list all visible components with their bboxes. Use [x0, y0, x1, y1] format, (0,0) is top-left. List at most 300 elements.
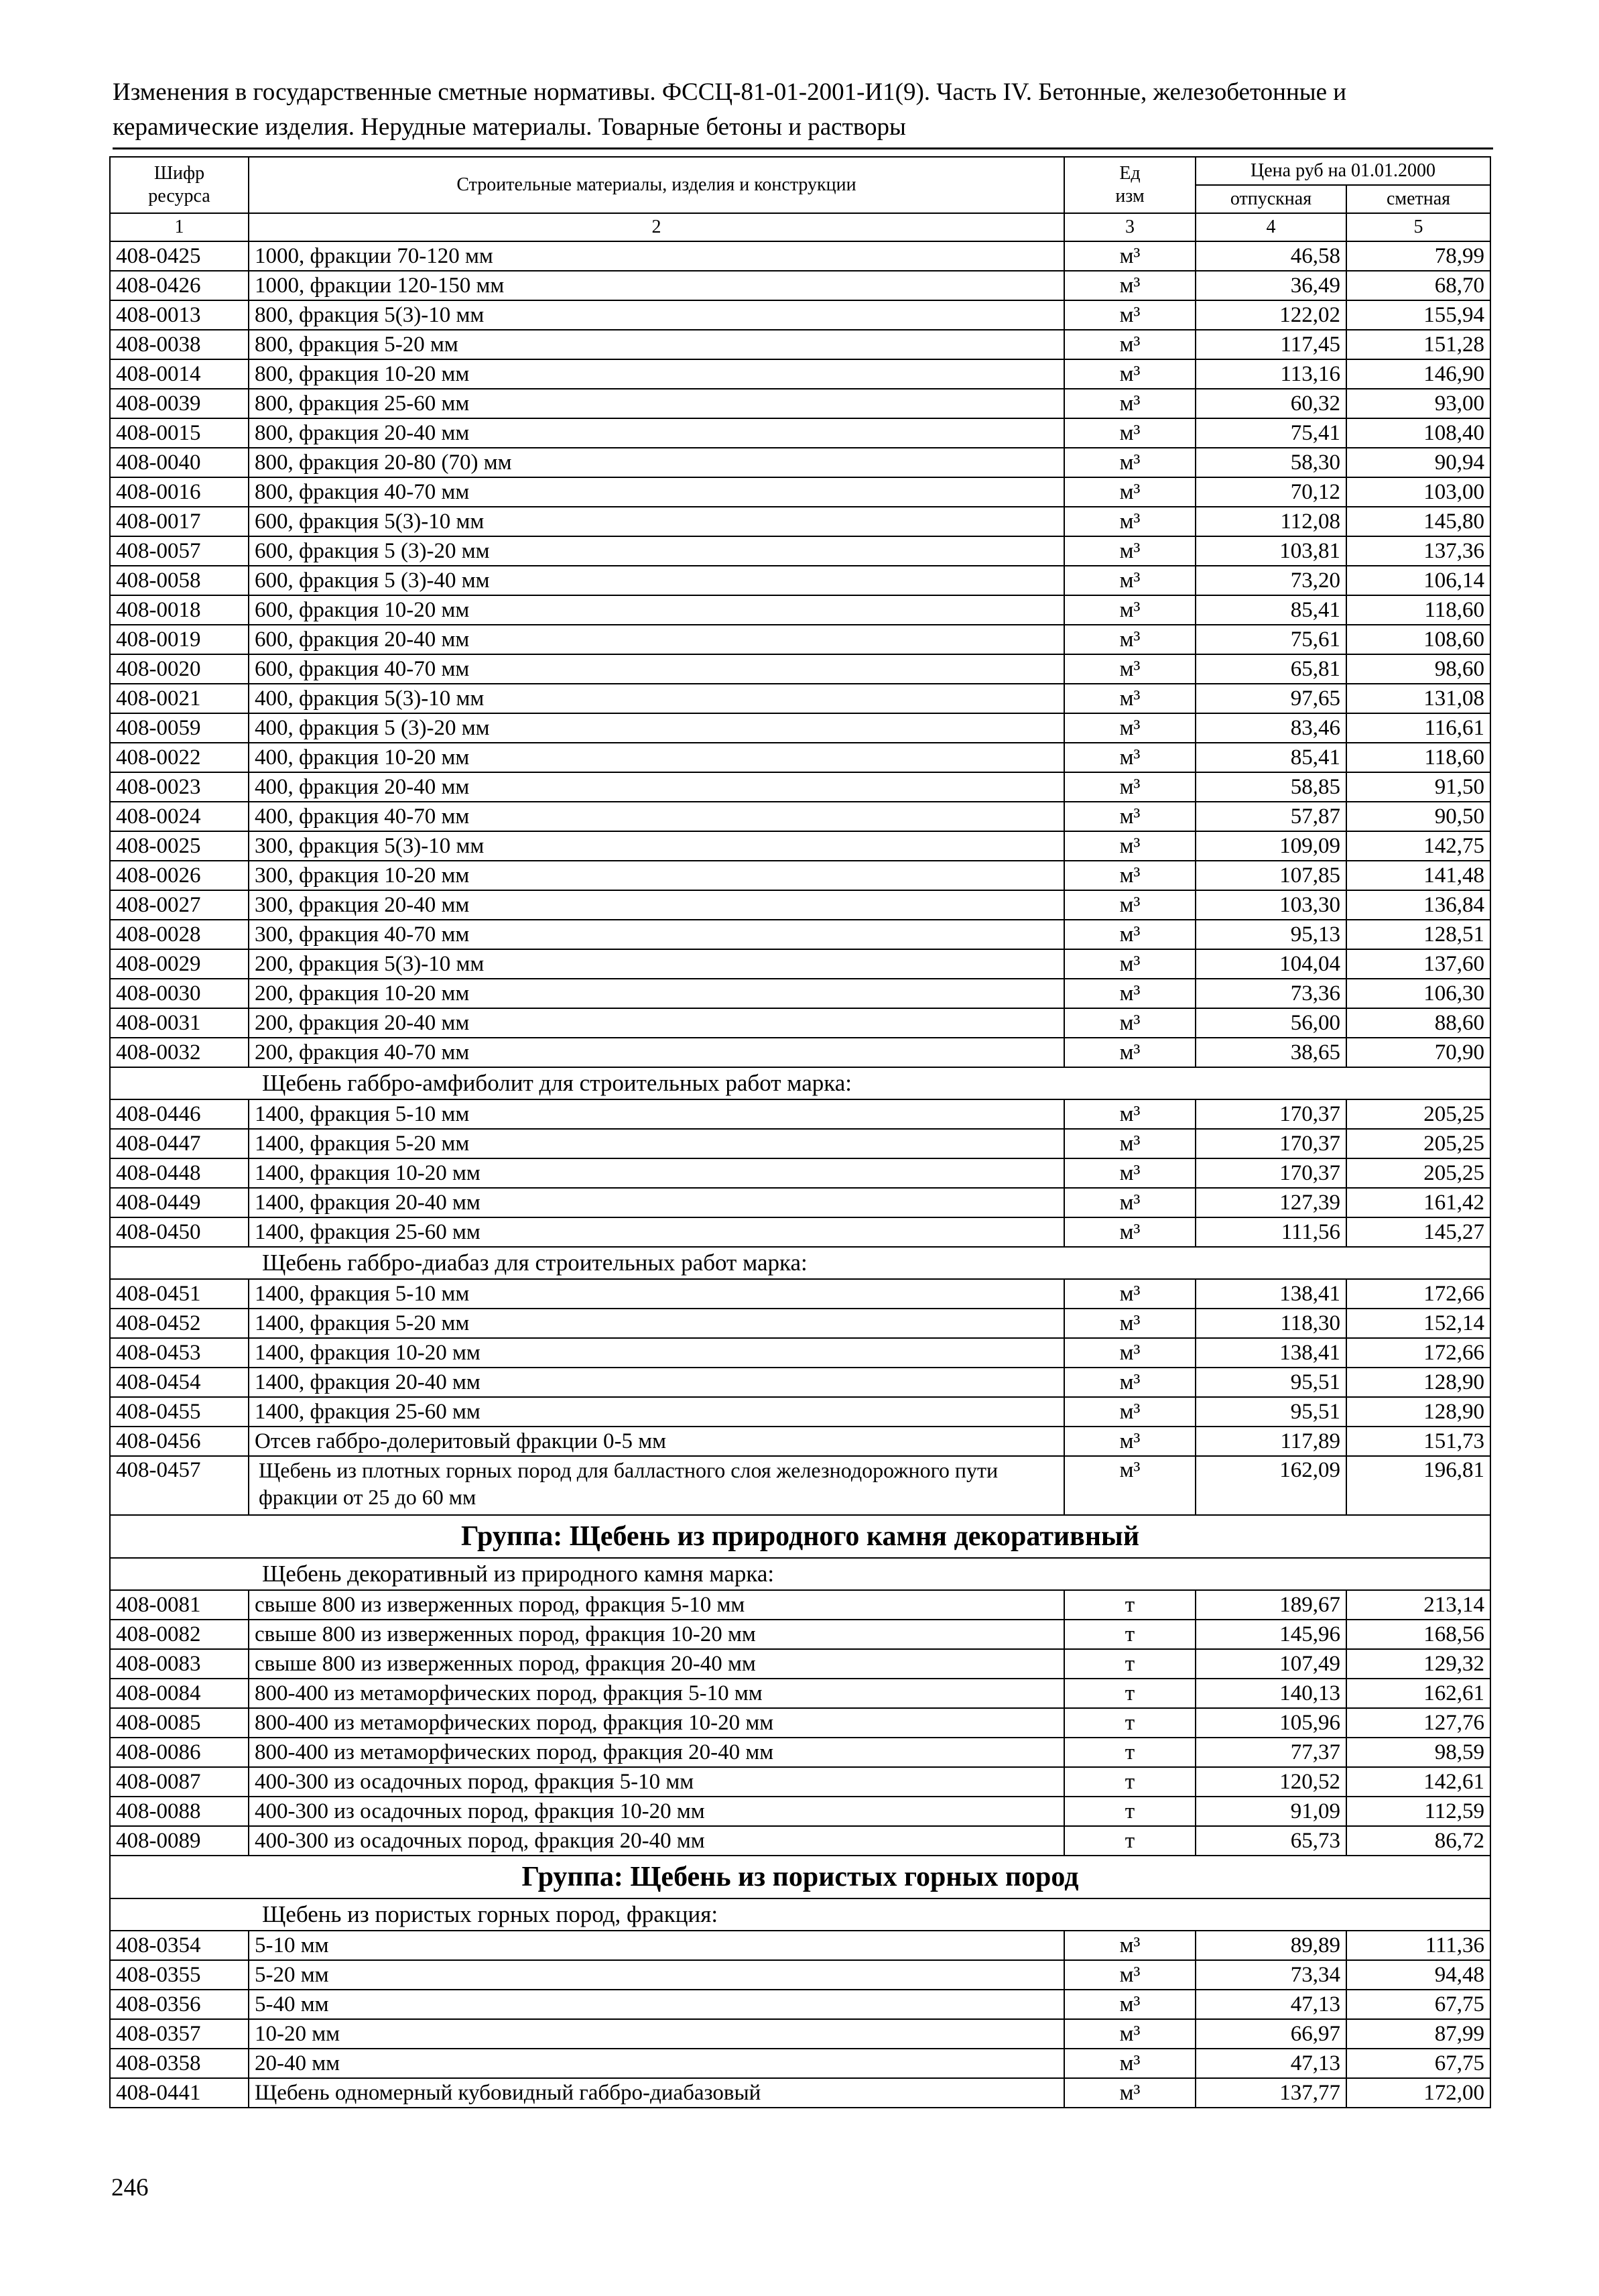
table-row: [110, 1008, 1490, 1038]
table-row: [110, 300, 1490, 330]
resource-code: 408-0022: [110, 743, 249, 772]
material-description: 800-400 из метаморфических пород, фракция 20-40 мм: [249, 1738, 1064, 1767]
material-description: 10-20 мм: [249, 2019, 1064, 2049]
unit-of-measure: м³: [1064, 330, 1196, 359]
table-row: [110, 1099, 1490, 1129]
resource-code: 408-0447: [110, 1129, 249, 1158]
table-row: [110, 1158, 1490, 1188]
resource-code: 408-0456: [110, 1427, 249, 1456]
table-row: [110, 1590, 1490, 1620]
material-description: 1400, фракция 10-20 мм: [249, 1158, 1064, 1188]
unit-of-measure: м³: [1064, 241, 1196, 271]
release-price: 107,49: [1196, 1649, 1346, 1679]
estimate-price: 103,00: [1346, 477, 1490, 507]
resource-code: 408-0030: [110, 979, 249, 1008]
section-subheading-text: Щебень габбро-амфиболит для строительных работ марка:: [110, 1067, 1490, 1099]
material-description: 300, фракция 20-40 мм: [249, 890, 1064, 920]
estimate-price: 128,51: [1346, 920, 1490, 949]
release-price: 58,30: [1196, 448, 1346, 477]
material-description: 800, фракция 5-20 мм: [249, 330, 1064, 359]
unit-of-measure: м³: [1064, 1129, 1196, 1158]
table-row: [110, 920, 1490, 949]
material-description: 1400, фракция 5-20 мм: [249, 1129, 1064, 1158]
estimate-price: 213,14: [1346, 1590, 1490, 1620]
release-price: 73,34: [1196, 1960, 1346, 1990]
column-number-row: [110, 213, 1490, 241]
unit-of-measure: м³: [1064, 1099, 1196, 1129]
table-row: [110, 684, 1490, 713]
table-row: [110, 713, 1490, 743]
resource-code: 408-0455: [110, 1397, 249, 1427]
release-price: 105,96: [1196, 1708, 1346, 1738]
section-subheading-text: Щебень из пористых горных пород, фракция:: [110, 1898, 1490, 1931]
table-row: [110, 330, 1490, 359]
unit-of-measure: м³: [1064, 684, 1196, 713]
section-subheading-text: Щебень габбро-диабаз для строительных работ марка:: [110, 1247, 1490, 1279]
release-price: 75,61: [1196, 625, 1346, 654]
table-row: [110, 1679, 1490, 1708]
release-price: 113,16: [1196, 359, 1346, 389]
material-description: 600, фракция 10-20 мм: [249, 595, 1064, 625]
group-heading-text: Группа: Щебень из пористых горных пород: [110, 1856, 1490, 1898]
estimate-price: 155,94: [1346, 300, 1490, 330]
material-description: 5-40 мм: [249, 1990, 1064, 2019]
material-description: 800, фракция 5(3)-10 мм: [249, 300, 1064, 330]
material-description: 1400, фракция 10-20 мм: [249, 1338, 1064, 1368]
header-price-estimate: сметная: [1346, 185, 1490, 213]
section-subheading: [110, 1898, 1490, 1931]
release-price: 118,30: [1196, 1309, 1346, 1338]
resource-code: 408-0452: [110, 1309, 249, 1338]
material-description: свыше 800 из изверженных пород, фракция 10-20 мм: [249, 1620, 1064, 1649]
material-description: 800-400 из метаморфических пород, фракция 5-10 мм: [249, 1679, 1064, 1708]
material-description: 1400, фракция 25-60 мм: [249, 1217, 1064, 1247]
table-row: [110, 949, 1490, 979]
table-row: [110, 1620, 1490, 1649]
table-row: [110, 241, 1490, 271]
estimate-price: 151,28: [1346, 330, 1490, 359]
release-price: 140,13: [1196, 1679, 1346, 1708]
table-row: [110, 625, 1490, 654]
estimate-price: 172,66: [1346, 1338, 1490, 1368]
header-code: [110, 157, 249, 213]
unit-of-measure: м³: [1064, 1931, 1196, 1960]
material-description: 400, фракция 20-40 мм: [249, 772, 1064, 802]
table-row: [110, 1427, 1490, 1456]
release-price: 137,77: [1196, 2078, 1346, 2108]
unit-of-measure: т: [1064, 1797, 1196, 1826]
resource-code: 408-0024: [110, 802, 249, 831]
unit-of-measure: м³: [1064, 2019, 1196, 2049]
release-price: 104,04: [1196, 949, 1346, 979]
estimate-price: 67,75: [1346, 2049, 1490, 2078]
table-row: [110, 1129, 1490, 1158]
unit-of-measure: м³: [1064, 1188, 1196, 1217]
header-unit: [1064, 157, 1196, 213]
estimate-price: 90,94: [1346, 448, 1490, 477]
release-price: 170,37: [1196, 1129, 1346, 1158]
unit-of-measure: м³: [1064, 300, 1196, 330]
table-row: [110, 1188, 1490, 1217]
unit-of-measure: т: [1064, 1826, 1196, 1856]
table-row: [110, 536, 1490, 566]
release-price: 107,85: [1196, 861, 1346, 890]
resource-code: 408-0425: [110, 241, 249, 271]
estimate-price: 205,25: [1346, 1099, 1490, 1129]
estimate-price: 152,14: [1346, 1309, 1490, 1338]
unit-of-measure: т: [1064, 1620, 1196, 1649]
material-description: Щебень одномерный кубовидный габбро-диабазовый: [249, 2078, 1064, 2108]
table-row: [110, 654, 1490, 684]
resource-code: 408-0026: [110, 861, 249, 890]
unit-of-measure: м³: [1064, 1217, 1196, 1247]
material-description: 400-300 из осадочных пород, фракция 5-10 мм: [249, 1767, 1064, 1797]
material-description: 200, фракция 20-40 мм: [249, 1008, 1064, 1038]
estimate-price: 116,61: [1346, 713, 1490, 743]
price-table: [109, 156, 1491, 2108]
table-row: [110, 890, 1490, 920]
release-price: 36,49: [1196, 271, 1346, 300]
table-row: [110, 1738, 1490, 1767]
resource-code: 408-0450: [110, 1217, 249, 1247]
estimate-price: 98,60: [1346, 654, 1490, 684]
header-code-line1: Шифр: [153, 163, 205, 184]
release-price: 145,96: [1196, 1620, 1346, 1649]
unit-of-measure: м³: [1064, 566, 1196, 595]
unit-of-measure: м³: [1064, 713, 1196, 743]
table-row: [110, 595, 1490, 625]
header-line-2: керамические изделия. Нерудные материалы. Товарные бетоны и растворы: [113, 113, 906, 141]
material-description: 1400, фракция 25-60 мм: [249, 1397, 1064, 1427]
estimate-price: 70,90: [1346, 1038, 1490, 1067]
estimate-price: 146,90: [1346, 359, 1490, 389]
table-header-row-1: [110, 157, 1490, 185]
unit-of-measure: т: [1064, 1590, 1196, 1620]
unit-of-measure: т: [1064, 1649, 1196, 1679]
unit-of-measure: м³: [1064, 448, 1196, 477]
material-description: 600, фракция 5(3)-10 мм: [249, 507, 1064, 536]
column-number-3: 3: [1064, 213, 1196, 241]
material-description: 300, фракция 5(3)-10 мм: [249, 831, 1064, 861]
resource-code: 408-0083: [110, 1649, 249, 1679]
estimate-price: 87,99: [1346, 2019, 1490, 2049]
table-row: [110, 1456, 1490, 1515]
resource-code: 408-0355: [110, 1960, 249, 1990]
estimate-price: 145,80: [1346, 507, 1490, 536]
unit-of-measure: м³: [1064, 418, 1196, 448]
release-price: 122,02: [1196, 300, 1346, 330]
header-line-1: Изменения в государственные сметные нормативы. ФССЦ-81-01-2001-И1(9). Часть IV. Бетонные, железобетонные и: [113, 78, 1347, 106]
unit-of-measure: м³: [1064, 1008, 1196, 1038]
release-price: 95,51: [1196, 1397, 1346, 1427]
resource-code: 408-0085: [110, 1708, 249, 1738]
unit-of-measure: м³: [1064, 1279, 1196, 1309]
release-price: 91,09: [1196, 1797, 1346, 1826]
material-description: 200, фракция 5(3)-10 мм: [249, 949, 1064, 979]
release-price: 46,58: [1196, 241, 1346, 271]
table-row: [110, 2019, 1490, 2049]
section-subheading: [110, 1067, 1490, 1099]
resource-code: 408-0029: [110, 949, 249, 979]
release-price: 77,37: [1196, 1738, 1346, 1767]
estimate-price: 131,08: [1346, 684, 1490, 713]
resource-code: 408-0027: [110, 890, 249, 920]
estimate-price: 196,81: [1346, 1456, 1490, 1515]
release-price: 73,36: [1196, 979, 1346, 1008]
unit-of-measure: м³: [1064, 359, 1196, 389]
estimate-price: 205,25: [1346, 1158, 1490, 1188]
release-price: 65,73: [1196, 1826, 1346, 1856]
table-row: [110, 1990, 1490, 2019]
release-price: 117,45: [1196, 330, 1346, 359]
table-row: [110, 1708, 1490, 1738]
resource-code: 408-0025: [110, 831, 249, 861]
release-price: 111,56: [1196, 1217, 1346, 1247]
header-price-release: отпускная: [1196, 185, 1346, 213]
material-description: 400, фракция 5(3)-10 мм: [249, 684, 1064, 713]
estimate-price: 90,50: [1346, 802, 1490, 831]
release-price: 162,09: [1196, 1456, 1346, 1515]
release-price: 85,41: [1196, 595, 1346, 625]
release-price: 89,89: [1196, 1931, 1346, 1960]
estimate-price: 145,27: [1346, 1217, 1490, 1247]
unit-of-measure: м³: [1064, 831, 1196, 861]
material-description: 400, фракция 40-70 мм: [249, 802, 1064, 831]
resource-code: 408-0081: [110, 1590, 249, 1620]
resource-code: 408-0449: [110, 1188, 249, 1217]
release-price: 170,37: [1196, 1099, 1346, 1129]
resource-code: 408-0057: [110, 536, 249, 566]
column-number-4: 4: [1196, 213, 1346, 241]
resource-code: 408-0454: [110, 1368, 249, 1397]
unit-of-measure: м³: [1064, 772, 1196, 802]
estimate-price: 118,60: [1346, 743, 1490, 772]
estimate-price: 91,50: [1346, 772, 1490, 802]
table-row: [110, 979, 1490, 1008]
estimate-price: 127,76: [1346, 1708, 1490, 1738]
unit-of-measure: т: [1064, 1738, 1196, 1767]
estimate-price: 108,40: [1346, 418, 1490, 448]
estimate-price: 162,61: [1346, 1679, 1490, 1708]
table-row: [110, 1368, 1490, 1397]
resource-code: 408-0358: [110, 2049, 249, 2078]
table-row: [110, 418, 1490, 448]
estimate-price: 112,59: [1346, 1797, 1490, 1826]
header-code-line2: ресурса: [148, 186, 210, 206]
estimate-price: 137,60: [1346, 949, 1490, 979]
group-heading: [110, 1515, 1490, 1558]
resource-code: 408-0015: [110, 418, 249, 448]
material-description: 20-40 мм: [249, 2049, 1064, 2078]
header-unit-line2: изм: [1115, 186, 1145, 206]
material-description: 800-400 из метаморфических пород, фракция 10-20 мм: [249, 1708, 1064, 1738]
resource-code: 408-0023: [110, 772, 249, 802]
table-row: [110, 566, 1490, 595]
material-description: Отсев габбро-долеритовый фракции 0-5 мм: [249, 1427, 1064, 1456]
table-row: [110, 1309, 1490, 1338]
release-price: 138,41: [1196, 1279, 1346, 1309]
unit-of-measure: м³: [1064, 271, 1196, 300]
material-description: 800, фракция 20-80 (70) мм: [249, 448, 1064, 477]
resource-code: 408-0426: [110, 271, 249, 300]
estimate-price: 172,66: [1346, 1279, 1490, 1309]
release-price: 103,81: [1196, 536, 1346, 566]
estimate-price: 168,56: [1346, 1620, 1490, 1649]
page-number: 246: [111, 2174, 149, 2201]
resource-code: 408-0020: [110, 654, 249, 684]
material-description: 800, фракция 25-60 мм: [249, 389, 1064, 418]
release-price: 73,20: [1196, 566, 1346, 595]
column-number-1: 1: [110, 213, 249, 241]
release-price: 127,39: [1196, 1188, 1346, 1217]
material-description: 400, фракция 5 (3)-20 мм: [249, 713, 1064, 743]
estimate-price: 93,00: [1346, 389, 1490, 418]
header-materials: Строительные материалы, изделия и конструкции: [249, 157, 1064, 213]
estimate-price: 78,99: [1346, 241, 1490, 271]
table-row: [110, 1038, 1490, 1067]
table-row: [110, 1767, 1490, 1797]
material-description: 400-300 из осадочных пород, фракция 20-40 мм: [249, 1826, 1064, 1856]
resource-code: 408-0013: [110, 300, 249, 330]
unit-of-measure: м³: [1064, 1960, 1196, 1990]
estimate-price: 141,48: [1346, 861, 1490, 890]
resource-code: 408-0032: [110, 1038, 249, 1067]
material-description: 5-10 мм: [249, 1931, 1064, 1960]
material-description: 1400, фракция 20-40 мм: [249, 1368, 1064, 1397]
column-number-2: 2: [249, 213, 1064, 241]
unit-of-measure: м³: [1064, 890, 1196, 920]
release-price: 170,37: [1196, 1158, 1346, 1188]
table-row: [110, 477, 1490, 507]
unit-of-measure: м³: [1064, 802, 1196, 831]
table-row: [110, 861, 1490, 890]
estimate-price: 142,75: [1346, 831, 1490, 861]
resource-code: 408-0087: [110, 1767, 249, 1797]
table-row: [110, 743, 1490, 772]
resource-code: 408-0448: [110, 1158, 249, 1188]
estimate-price: 68,70: [1346, 271, 1490, 300]
estimate-price: 108,60: [1346, 625, 1490, 654]
resource-code: 408-0016: [110, 477, 249, 507]
material-description: 200, фракция 40-70 мм: [249, 1038, 1064, 1067]
estimate-price: 151,73: [1346, 1427, 1490, 1456]
section-subheading-text: Щебень декоративный из природного камня марка:: [110, 1558, 1490, 1590]
estimate-price: 88,60: [1346, 1008, 1490, 1038]
unit-of-measure: м³: [1064, 861, 1196, 890]
estimate-price: 106,30: [1346, 979, 1490, 1008]
document-header: [113, 75, 1493, 145]
table-row: [110, 2049, 1490, 2078]
resource-code: 408-0019: [110, 625, 249, 654]
unit-of-measure: м³: [1064, 654, 1196, 684]
material-description: Щебень из плотных горных пород для балластного слоя железнодорожного пути фракции от 25 до 60 мм: [249, 1456, 1064, 1515]
release-price: 95,51: [1196, 1368, 1346, 1397]
material-description: свыше 800 из изверженных пород, фракция 5-10 мм: [249, 1590, 1064, 1620]
unit-of-measure: т: [1064, 1708, 1196, 1738]
table-row: [110, 1217, 1490, 1247]
release-price: 38,65: [1196, 1038, 1346, 1067]
material-description: 1400, фракция 20-40 мм: [249, 1188, 1064, 1217]
release-price: 65,81: [1196, 654, 1346, 684]
unit-of-measure: т: [1064, 1767, 1196, 1797]
release-price: 112,08: [1196, 507, 1346, 536]
material-description: 800, фракция 40-70 мм: [249, 477, 1064, 507]
resource-code: 408-0017: [110, 507, 249, 536]
group-heading: [110, 1856, 1490, 1898]
resource-code: 408-0028: [110, 920, 249, 949]
estimate-price: 118,60: [1346, 595, 1490, 625]
unit-of-measure: м³: [1064, 1038, 1196, 1067]
material-description: 400, фракция 10-20 мм: [249, 743, 1064, 772]
table-row: [110, 359, 1490, 389]
release-price: 103,30: [1196, 890, 1346, 920]
column-number-5: 5: [1346, 213, 1490, 241]
unit-of-measure: м³: [1064, 1427, 1196, 1456]
release-price: 58,85: [1196, 772, 1346, 802]
release-price: 60,32: [1196, 389, 1346, 418]
table-row: [110, 1397, 1490, 1427]
resource-code: 408-0031: [110, 1008, 249, 1038]
material-description: свыше 800 из изверженных пород, фракция 20-40 мм: [249, 1649, 1064, 1679]
resource-code: 408-0457: [110, 1456, 249, 1515]
resource-code: 408-0354: [110, 1931, 249, 1960]
group-heading-text: Группа: Щебень из природного камня декоративный: [110, 1515, 1490, 1558]
material-description: 1400, фракция 5-10 мм: [249, 1099, 1064, 1129]
estimate-price: 161,42: [1346, 1188, 1490, 1217]
release-price: 47,13: [1196, 2049, 1346, 2078]
resource-code: 408-0357: [110, 2019, 249, 2049]
table-row: [110, 1279, 1490, 1309]
header-unit-line1: Ед: [1119, 163, 1141, 184]
material-description: 5-20 мм: [249, 1960, 1064, 1990]
resource-code: 408-0441: [110, 2078, 249, 2108]
estimate-price: 128,90: [1346, 1397, 1490, 1427]
table-row: [110, 1338, 1490, 1368]
table-row: [110, 389, 1490, 418]
unit-of-measure: м³: [1064, 2049, 1196, 2078]
estimate-price: 94,48: [1346, 1960, 1490, 1990]
table-row: [110, 2078, 1490, 2108]
resource-code: 408-0453: [110, 1338, 249, 1368]
table-row: [110, 1931, 1490, 1960]
resource-code: 408-0086: [110, 1738, 249, 1767]
release-price: 189,67: [1196, 1590, 1346, 1620]
estimate-price: 142,61: [1346, 1767, 1490, 1797]
material-description: 400-300 из осадочных пород, фракция 10-20 мм: [249, 1797, 1064, 1826]
resource-code: 408-0089: [110, 1826, 249, 1856]
resource-code: 408-0058: [110, 566, 249, 595]
resource-code: 408-0038: [110, 330, 249, 359]
unit-of-measure: м³: [1064, 507, 1196, 536]
release-price: 47,13: [1196, 1990, 1346, 2019]
release-price: 97,65: [1196, 684, 1346, 713]
release-price: 56,00: [1196, 1008, 1346, 1038]
unit-of-measure: м³: [1064, 920, 1196, 949]
unit-of-measure: м³: [1064, 1338, 1196, 1368]
material-description: 1400, фракция 5-10 мм: [249, 1279, 1064, 1309]
table-row: [110, 1960, 1490, 1990]
release-price: 95,13: [1196, 920, 1346, 949]
estimate-price: 106,14: [1346, 566, 1490, 595]
unit-of-measure: м³: [1064, 1990, 1196, 2019]
estimate-price: 111,36: [1346, 1931, 1490, 1960]
material-description: 200, фракция 10-20 мм: [249, 979, 1064, 1008]
resource-code: 408-0451: [110, 1279, 249, 1309]
table-row: [110, 802, 1490, 831]
unit-of-measure: м³: [1064, 949, 1196, 979]
release-price: 70,12: [1196, 477, 1346, 507]
material-description: 800, фракция 10-20 мм: [249, 359, 1064, 389]
